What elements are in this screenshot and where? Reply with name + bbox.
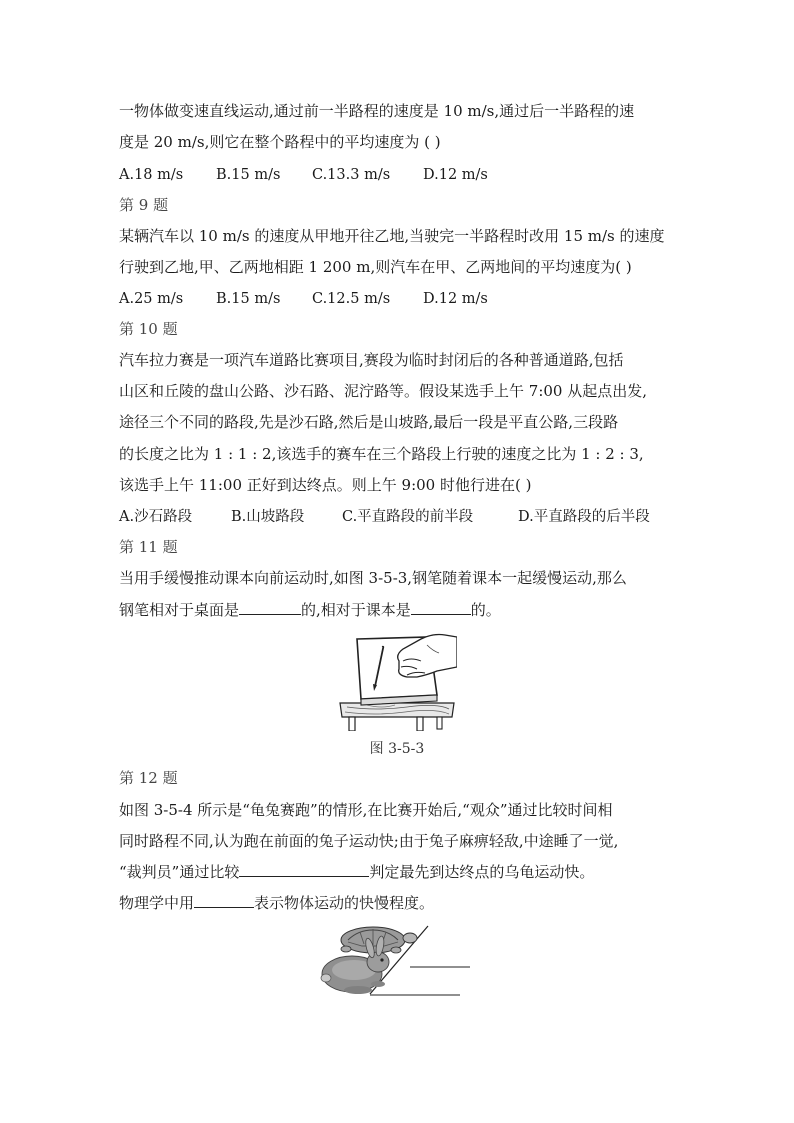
tortoise-hare-illustration bbox=[318, 922, 474, 1000]
q10-option-a: A.沙石路段 bbox=[119, 509, 193, 525]
q12-line-1: 如图 3-5-4 所示是“龟兔赛跑”的情形,在比赛开始后,“观众”通过比较时间相 bbox=[119, 801, 613, 819]
q10-line-2: 山区和丘陵的盘山公路、沙石路、泥泞路等。假设某选手上午 7:00 从起点出发, bbox=[119, 382, 647, 400]
q9-option-c: C.12.5 m/s bbox=[312, 291, 391, 307]
q9-option-b: B.15 m/s bbox=[216, 291, 281, 307]
q11-header: 第 11 题 bbox=[119, 538, 178, 556]
q10-option-d: D.平直路段的后半段 bbox=[518, 509, 650, 525]
q8-option-a: A.18 m/s bbox=[119, 167, 184, 183]
q9-option-a: A.25 m/s bbox=[119, 291, 184, 307]
q12-answer-blank-1[interactable] bbox=[239, 862, 369, 877]
q12-line-3-end: 判定最先到达终点的乌龟运动快。 bbox=[369, 863, 595, 881]
q8-line-1: 一物体做变速直线运动,通过前一半路程的速度是 10 m/s,通过后一半路程的速 bbox=[119, 102, 635, 120]
q10-option-b: B.山坡路段 bbox=[231, 509, 305, 525]
q10-line-4: 的长度之比为 1 : 1 : 2,该选手的赛车在三个路段上行驶的速度之比为 1 : 2 : 3, bbox=[119, 445, 644, 463]
q11-line-2 bbox=[119, 600, 501, 620]
q11-answer-blank-1[interactable] bbox=[239, 600, 301, 615]
figure-3-5-3-illustration bbox=[337, 625, 457, 731]
q11-line-2-start: 钢笔相对于桌面是 bbox=[119, 601, 240, 619]
q8-line-2: 度是 20 m/s,则它在整个路程中的平均速度为 ( ) bbox=[119, 133, 441, 151]
q8-option-d: D.12 m/s bbox=[423, 167, 488, 183]
q12-line-3 bbox=[119, 862, 594, 882]
q12-line-2: 同时路程不同,认为跑在前面的兔子运动快;由于兔子麻痹轻敌,中途睡了一觉, bbox=[119, 832, 619, 850]
q11-answer-blank-2[interactable] bbox=[411, 600, 471, 615]
q12-answer-blank-2[interactable] bbox=[194, 893, 254, 908]
q10-line-3: 途径三个不同的路段,先是沙石路,然后是山坡路,最后一段是平直公路,三段路 bbox=[119, 413, 619, 431]
q10-option-c: C.平直路段的前半段 bbox=[342, 509, 474, 525]
q11-line-2-middle: 的,相对于课本是 bbox=[301, 601, 411, 619]
q11-line-1: 当用手缓慢推动课本向前运动时,如图 3-5-3,钢笔随着课本一起缓慢运动,那么 bbox=[119, 569, 627, 587]
q9-option-d: D.12 m/s bbox=[423, 291, 488, 307]
figure-3-5-3-caption: 图 3-5-3 bbox=[369, 741, 425, 757]
q12-header: 第 12 题 bbox=[119, 769, 178, 787]
q12-line-4-start: 物理学中用 bbox=[119, 894, 195, 912]
q10-line-5: 该选手上午 11:00 正好到达终点。则上午 9:00 时他行进在( ) bbox=[119, 476, 532, 494]
q9-line-1: 某辆汽车以 10 m/s 的速度从甲地开往乙地,当驶完一半路程时改用 15 m/s 的速度 bbox=[119, 227, 665, 245]
q10-header: 第 10 题 bbox=[119, 320, 178, 338]
q8-option-c: C.13.3 m/s bbox=[312, 167, 391, 183]
q9-line-2: 行驶到乙地,甲、乙两地相距 1 200 m,则汽车在甲、乙两地间的平均速度为( ) bbox=[119, 258, 632, 276]
q12-line-4 bbox=[119, 893, 434, 913]
q11-line-2-end: 的。 bbox=[470, 601, 501, 619]
q12-line-4-end: 表示物体运动的快慢程度。 bbox=[254, 894, 435, 912]
q9-header: 第 9 题 bbox=[119, 196, 169, 214]
q8-option-b: B.15 m/s bbox=[216, 167, 281, 183]
q12-line-3-start: “裁判员”通过比较 bbox=[119, 863, 240, 881]
q10-line-1: 汽车拉力赛是一项汽车道路比赛项目,赛段为临时封闭后的各种普通道路,包括 bbox=[119, 351, 624, 369]
